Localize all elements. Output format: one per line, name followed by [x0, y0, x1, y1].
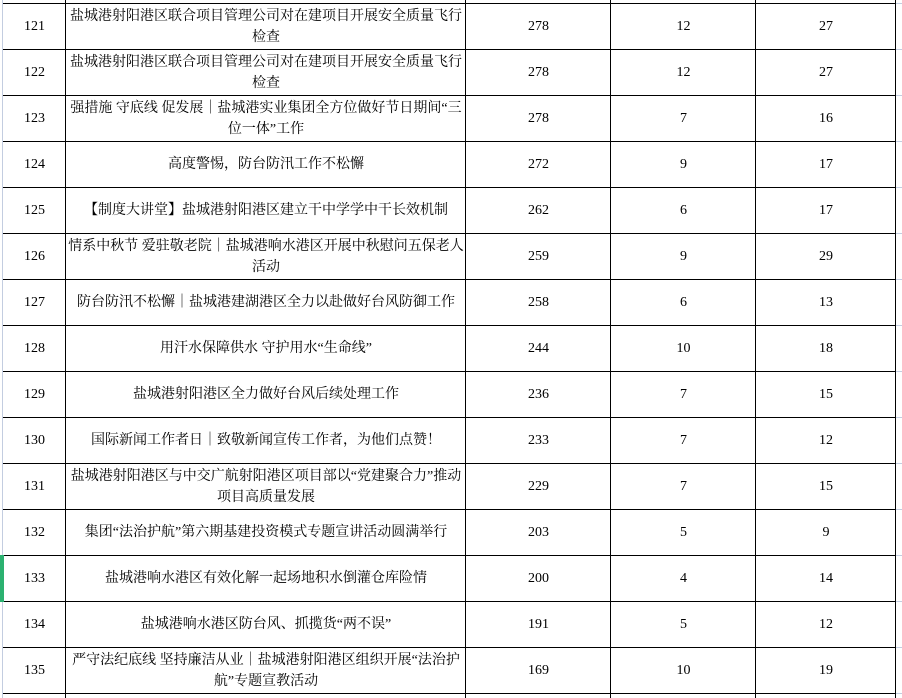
row-number-cell[interactable]: 121	[24, 19, 45, 34]
numeric-cell-3[interactable]: 9	[822, 525, 830, 540]
numeric-cell-1[interactable]: 258	[528, 295, 549, 310]
table-row	[3, 142, 896, 188]
numeric-cell-2[interactable]: 7	[680, 479, 687, 494]
title-cell[interactable]: 国际新闻工作者日｜致敬新闻宣传工作者，为他们点赞！	[91, 433, 441, 448]
title-cell[interactable]: 盐城港射阳港区联合项目管理公司对在建项目开展安全质量飞行检查	[70, 54, 462, 91]
title-cell[interactable]: 防台防汛不松懈｜盐城港建湖港区全力以赴做好台风防御工作	[77, 295, 455, 310]
title-cell[interactable]: 高度警惕，防台防汛工作不松懈	[168, 157, 364, 172]
table-row	[3, 280, 896, 326]
row-number-cell[interactable]: 130	[24, 433, 45, 448]
numeric-cell-1[interactable]: 262	[528, 203, 549, 218]
row-number-cell[interactable]: 133	[24, 571, 45, 586]
sheet-gridline-right	[896, 3, 902, 694]
numeric-cell-2[interactable]: 4	[680, 571, 687, 586]
row-number-cell[interactable]: 126	[24, 249, 45, 264]
active-row-indicator	[0, 555, 4, 602]
title-cell[interactable]: 强措施 守底线 促发展｜盐城港实业集团全方位做好节日期间“三位一体”工作	[70, 100, 462, 137]
numeric-cell-3[interactable]: 18	[819, 341, 833, 356]
table-row	[3, 234, 896, 280]
title-cell[interactable]: 严守法纪底线 坚持廉洁从业｜盐城港射阳港区组织开展“法治护航”专题宣教活动	[72, 652, 460, 689]
numeric-cell-2[interactable]: 7	[680, 387, 687, 402]
numeric-cell-1[interactable]: 272	[528, 157, 549, 172]
numeric-cell-3[interactable]: 16	[819, 111, 833, 126]
numeric-cell-2[interactable]: 10	[676, 341, 691, 356]
table-row	[3, 50, 896, 96]
title-cell[interactable]: 集团“法治护航”第六期基建投资模式专题宣讲活动圆满举行	[84, 525, 448, 540]
numeric-cell-1[interactable]: 229	[528, 479, 549, 494]
numeric-cell-3[interactable]: 12	[819, 617, 833, 632]
table-row	[3, 4, 896, 50]
numeric-cell-3[interactable]: 27	[819, 65, 833, 80]
numeric-cell-2[interactable]: 7	[680, 111, 687, 126]
title-cell[interactable]: 盐城港响水港区防台风、抓揽货“两不误”	[140, 617, 392, 632]
numeric-cell-2[interactable]: 9	[680, 249, 687, 264]
numeric-cell-3[interactable]: 13	[819, 295, 833, 310]
numeric-cell-3[interactable]: 19	[819, 663, 833, 678]
numeric-cell-1[interactable]: 278	[528, 111, 549, 126]
row-number-cell[interactable]: 135	[24, 663, 45, 678]
row-number-cell[interactable]: 123	[24, 111, 45, 126]
table-row	[3, 510, 896, 556]
numeric-cell-1[interactable]: 278	[528, 65, 549, 80]
numeric-cell-3[interactable]: 12	[819, 433, 833, 448]
title-cell[interactable]: 盐城港射阳港区全力做好台风后续处理工作	[133, 387, 399, 402]
report-table	[3, 0, 896, 698]
table-row	[3, 464, 896, 510]
title-cell[interactable]: 盐城港射阳港区与中交广航射阳港区项目部以“党建聚合力”推动项目高质量发展	[70, 468, 462, 505]
table-row	[3, 188, 896, 234]
row-number-cell[interactable]: 134	[24, 617, 45, 632]
numeric-cell-3[interactable]: 15	[819, 479, 833, 494]
numeric-cell-1[interactable]: 169	[528, 663, 549, 678]
numeric-cell-3[interactable]: 27	[819, 19, 833, 34]
row-number-cell[interactable]: 127	[24, 295, 45, 310]
table-row	[3, 648, 896, 694]
numeric-cell-1[interactable]: 203	[528, 525, 549, 540]
numeric-cell-1[interactable]: 236	[528, 387, 549, 402]
row-number-cell[interactable]: 131	[24, 479, 45, 494]
numeric-cell-1[interactable]: 233	[528, 433, 549, 448]
numeric-cell-2[interactable]: 12	[676, 65, 691, 80]
title-cell[interactable]: 盐城港射阳港区联合项目管理公司对在建项目开展安全质量飞行检查	[70, 8, 462, 45]
numeric-cell-2[interactable]: 5	[680, 525, 687, 540]
numeric-cell-3[interactable]: 29	[819, 249, 833, 264]
numeric-cell-3[interactable]: 17	[819, 157, 833, 172]
table-row	[3, 96, 896, 142]
row-number-cell[interactable]: 122	[24, 65, 45, 80]
row-number-cell[interactable]: 125	[24, 203, 45, 218]
table-row	[3, 372, 896, 418]
row-number-cell[interactable]: 132	[24, 525, 45, 540]
numeric-cell-1[interactable]: 259	[528, 249, 549, 264]
title-cell[interactable]: 盐城港响水港区有效化解一起场地积水倒灌仓库险情	[105, 571, 427, 586]
numeric-cell-2[interactable]: 6	[680, 295, 687, 310]
row-number-cell[interactable]: 124	[24, 157, 45, 172]
title-cell[interactable]: 用汗水保障供水 守护用水“生命线”	[160, 341, 372, 356]
numeric-cell-2[interactable]: 7	[680, 433, 687, 448]
numeric-cell-3[interactable]: 14	[819, 571, 833, 586]
numeric-cell-2[interactable]: 6	[680, 203, 687, 218]
numeric-cell-1[interactable]: 191	[528, 617, 549, 632]
numeric-cell-3[interactable]: 17	[819, 203, 833, 218]
table-row	[3, 556, 896, 602]
row-number-cell[interactable]: 129	[24, 387, 45, 402]
numeric-cell-2[interactable]: 9	[680, 157, 687, 172]
table-body	[3, 4, 896, 694]
numeric-cell-1[interactable]: 244	[528, 341, 549, 356]
numeric-cell-2[interactable]: 5	[680, 617, 687, 632]
title-cell[interactable]: 情系中秋节 爱驻敬老院｜盐城港响水港区开展中秋慰问五保老人活动	[68, 238, 464, 275]
table-row	[3, 326, 896, 372]
table-row	[3, 418, 896, 464]
numeric-cell-2[interactable]: 12	[676, 19, 691, 34]
numeric-cell-2[interactable]: 10	[676, 663, 691, 678]
table-row	[3, 602, 896, 648]
numeric-cell-1[interactable]: 200	[528, 571, 549, 586]
row-number-cell[interactable]: 128	[24, 341, 45, 356]
numeric-cell-1[interactable]: 278	[528, 19, 549, 34]
numeric-cell-3[interactable]: 15	[819, 387, 833, 402]
title-cell[interactable]: 【制度大讲堂】盐城港射阳港区建立干中学学中干长效机制	[84, 203, 448, 218]
